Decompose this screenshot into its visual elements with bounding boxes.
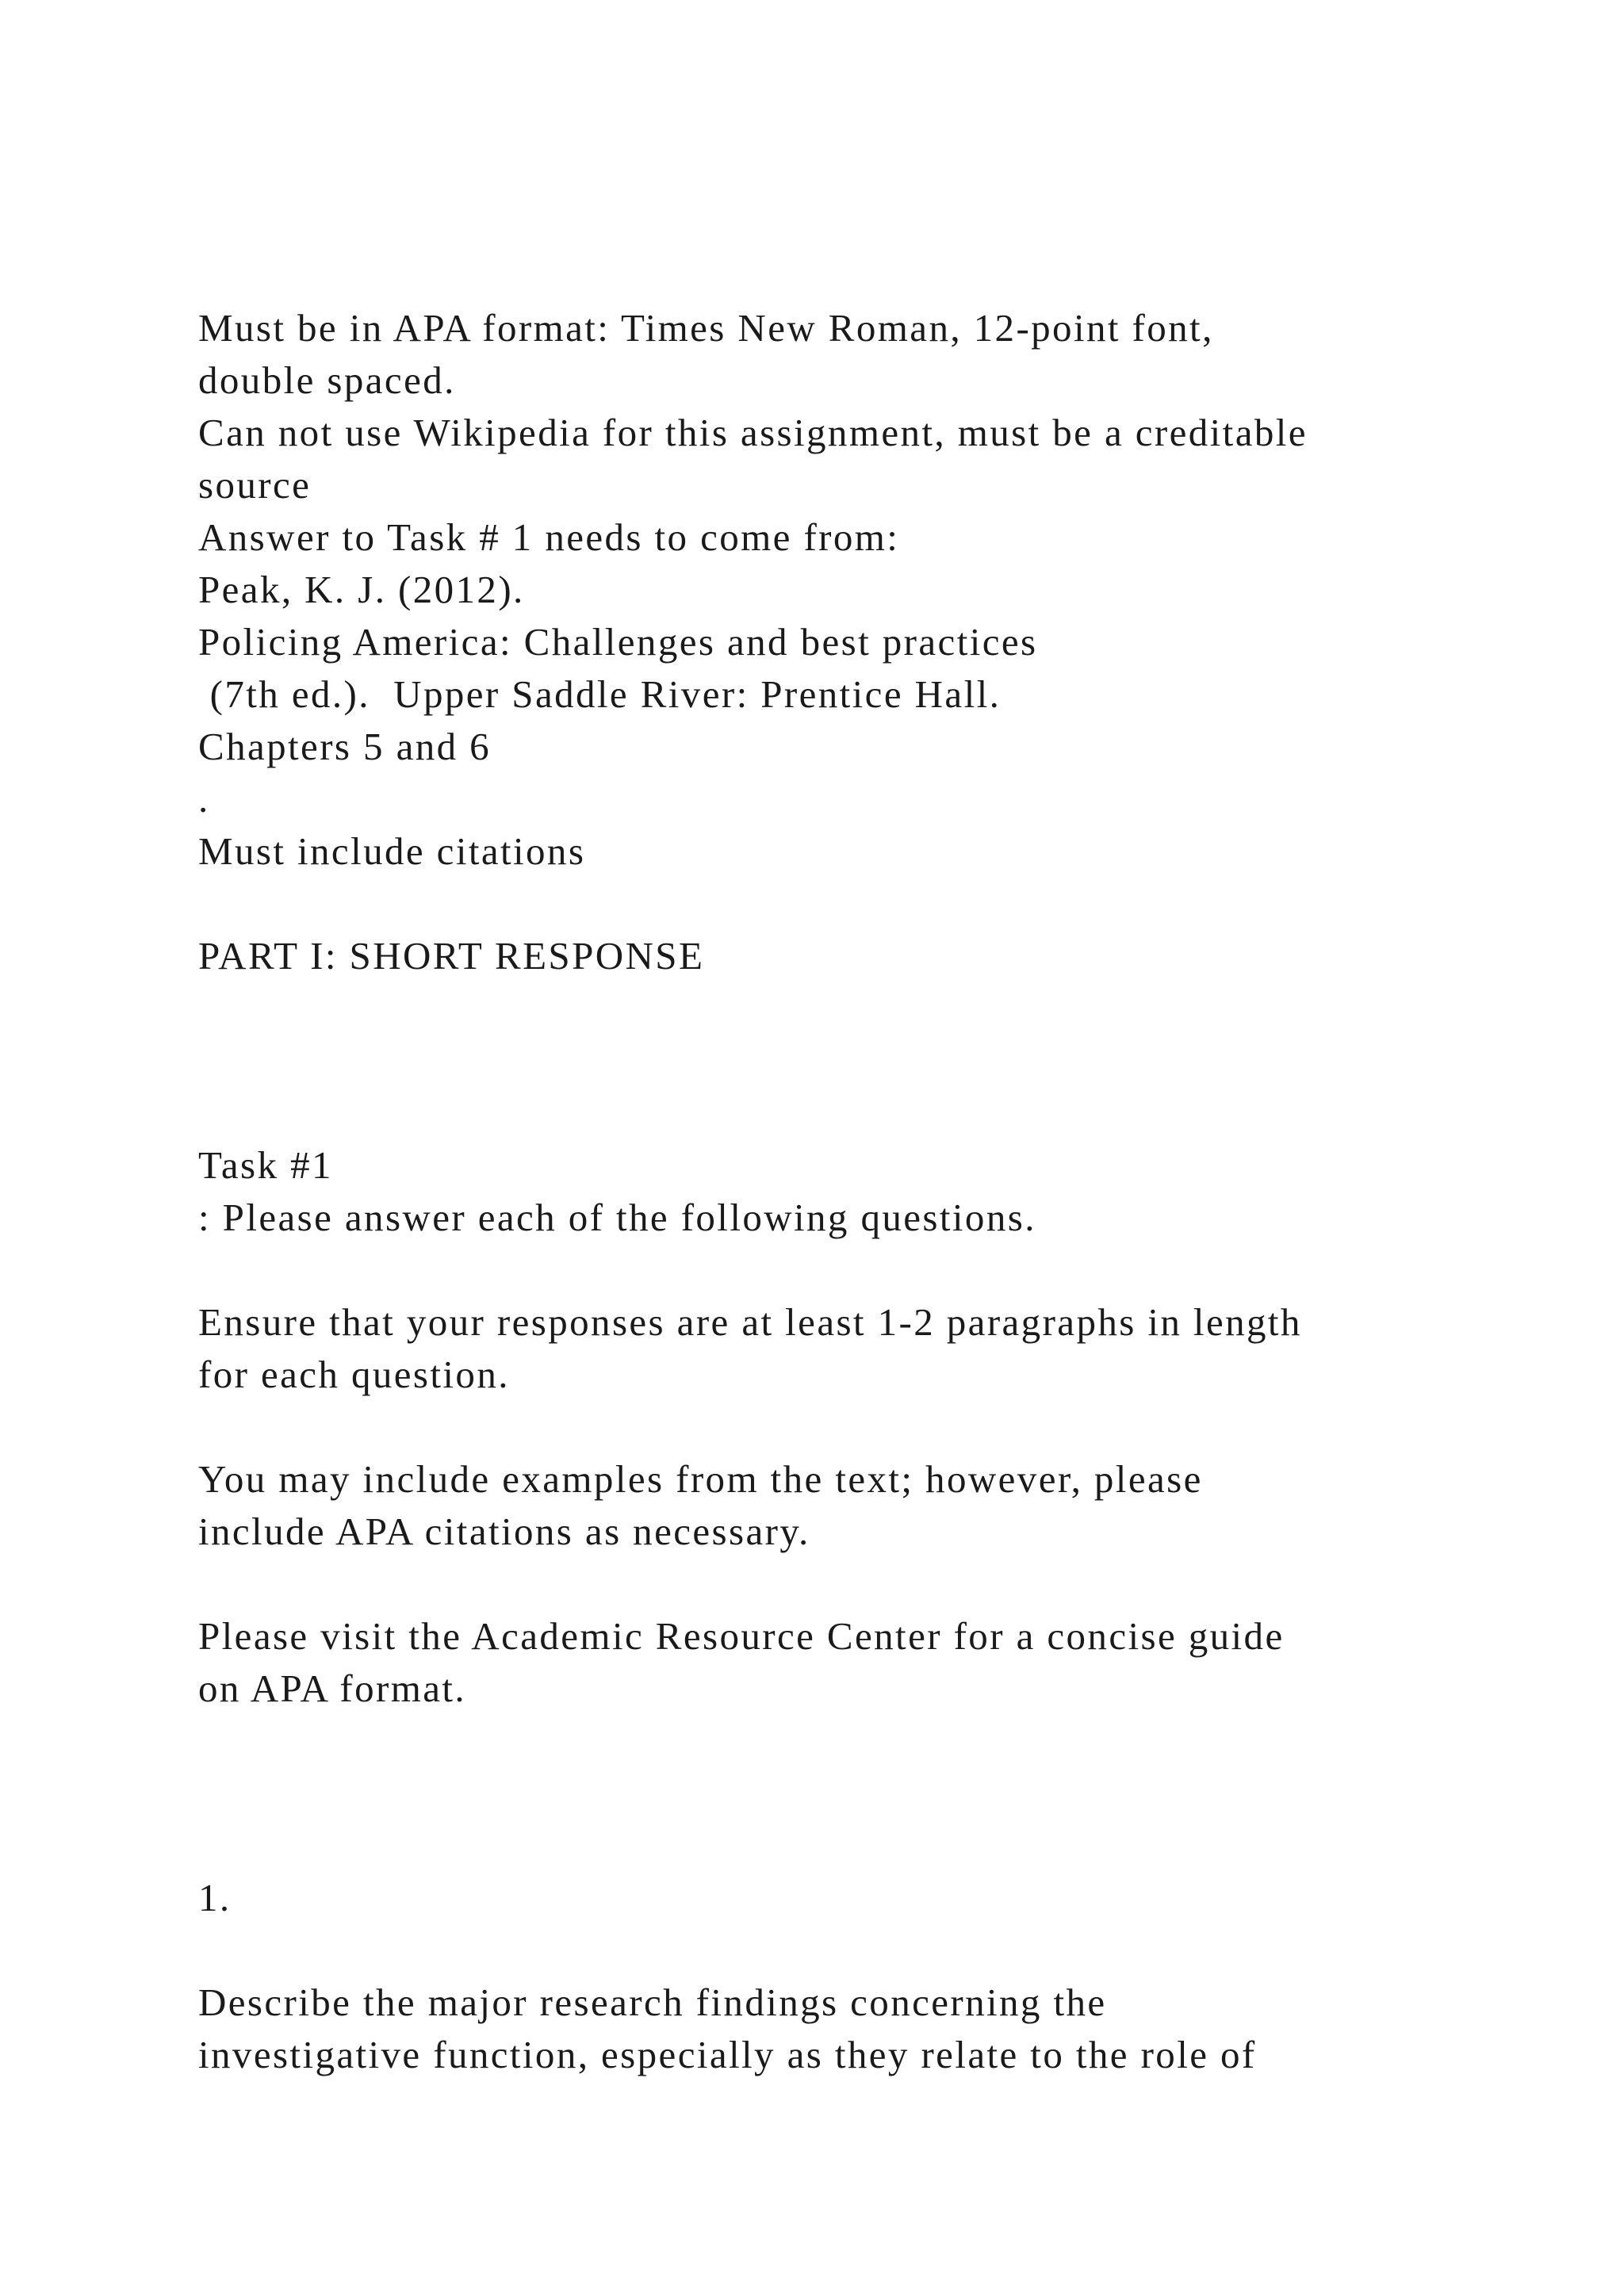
document-body [198, 302, 1507, 2081]
blank-line [198, 1767, 1507, 1820]
text-line: Can not use Wikipedia for this assignment, must be a creditable [198, 411, 1308, 454]
text-line: You may include examples from the text; however, please [198, 1457, 1203, 1501]
text-line: for each question. [198, 1353, 510, 1396]
blank-line [198, 1035, 1507, 1087]
text-line: Describe the major research findings concerning the [198, 1980, 1107, 2024]
text-line: double spaced. [198, 358, 456, 402]
text-line: Chapters 5 and 6 [198, 725, 492, 768]
text-line: Must include citations [198, 829, 586, 873]
blank-line [198, 1087, 1507, 1139]
text-line: Please visit the Academic Resource Center for a concise guide [198, 1614, 1285, 1658]
text-line: investigative function, especially as they relate to the role of [198, 2033, 1257, 2076]
text-line: Must be in APA format: Times New Roman, 12-point font, [198, 306, 1214, 350]
text-line: Policing America: Challenges and best practices [198, 620, 1038, 664]
blank-line [198, 982, 1507, 1035]
text-line: : Please answer each of the following questions. [198, 1196, 1036, 1239]
text-line: . [198, 777, 210, 821]
text-line: Answer to Task # 1 needs to come from: [198, 515, 900, 559]
question-number: 1. [198, 1876, 232, 1919]
blank-line [198, 1401, 1507, 1453]
blank-line [198, 878, 1507, 930]
blank-line [198, 1558, 1507, 1610]
text-line: Peak, K. J. (2012). [198, 568, 525, 611]
blank-line [198, 1244, 1507, 1296]
text-line: on APA format. [198, 1667, 467, 1710]
section-heading: PART I: SHORT RESPONSE [198, 934, 705, 978]
task-heading: Task #1 [198, 1143, 333, 1187]
text-line: Ensure that your responses are at least 1-2 paragraphs in length [198, 1300, 1302, 1344]
blank-line [198, 1924, 1507, 1976]
text-line: (7th ed.). Upper Saddle River: Prentice Hall. [198, 672, 1002, 716]
text-line: source [198, 463, 312, 507]
text-line: include APA citations as necessary. [198, 1510, 810, 1553]
blank-line [198, 1715, 1507, 1767]
blank-line [198, 1820, 1507, 1872]
